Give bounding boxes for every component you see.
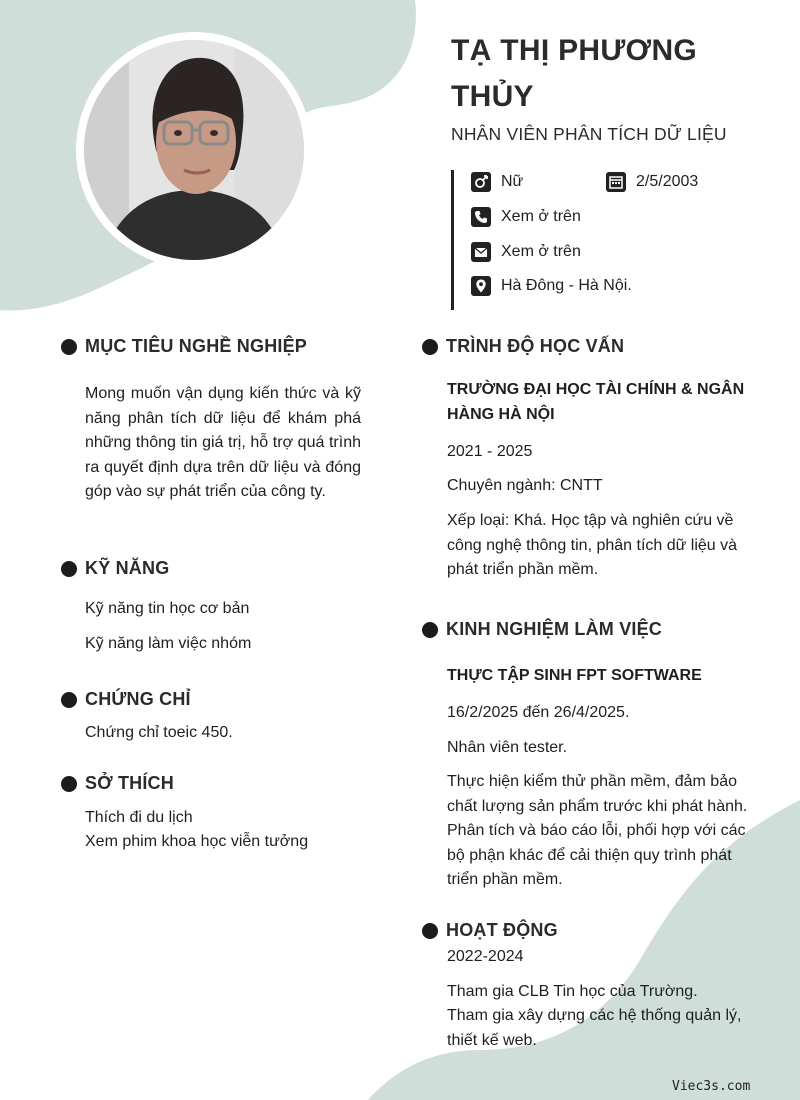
skill-item: Kỹ năng làm việc nhóm xyxy=(85,635,252,652)
section-title-text: SỞ THÍCH xyxy=(85,773,174,793)
avatar-illustration xyxy=(84,40,304,260)
education-major: Chuyên ngành: CNTT xyxy=(447,477,603,494)
section-certificates-title xyxy=(61,689,191,710)
hobby-item: Thích đi du lịch xyxy=(85,809,193,826)
location-pin-icon xyxy=(471,276,491,296)
contact-gender xyxy=(471,172,523,192)
bullet-dot xyxy=(422,622,438,638)
contact-birthdate xyxy=(606,172,698,192)
contact-address xyxy=(471,276,632,296)
calendar-icon xyxy=(606,172,626,192)
contact-divider xyxy=(451,170,454,310)
section-objective-title xyxy=(61,336,307,357)
bullet-dot xyxy=(61,339,77,355)
section-skills-title xyxy=(61,558,169,579)
section-title-text: MỤC TIÊU NGHỀ NGHIỆP xyxy=(85,336,308,356)
education-years: 2021 - 2025 xyxy=(447,443,533,460)
section-title-text: KỸ NĂNG xyxy=(85,558,170,578)
experience-company: THỰC TẬP SINH FPT SOFTWARE xyxy=(447,667,702,684)
school-name: TRƯỜNG ĐẠI HỌC TÀI CHÍNH & NGÂN HÀNG HÀ NỘI xyxy=(447,381,745,423)
activity-line: Tham gia xây dựng các hệ thống quản lý, thiết kế web. xyxy=(447,1007,742,1049)
candidate-name: TẠ THỊ PHƯƠNG THỦY xyxy=(451,34,698,113)
phone-icon xyxy=(471,207,491,227)
section-experience-title xyxy=(422,619,662,640)
bullet-dot xyxy=(61,776,77,792)
section-activities-title xyxy=(422,920,558,941)
experience-role: Nhân viên tester. xyxy=(447,739,568,756)
section-hobbies-title xyxy=(61,773,174,794)
bullet-dot xyxy=(422,923,438,939)
footer-brand: Viec3s.com xyxy=(672,1079,751,1094)
skill-item: Kỹ năng tin học cơ bản xyxy=(85,600,250,617)
objective-text: Mong muốn vận dụng kiến thức và kỹ năng phân tích dữ liệu để khám phá những thông tin giá trị, hỗ trợ quá trình ra quyết định dựa trên dữ liệu và đóng góp vào sự phát triển của công ty. xyxy=(85,385,361,500)
activities-years: 2022-2024 xyxy=(447,948,524,965)
gender-value: Nữ xyxy=(501,173,524,190)
hobby-item: Xem phim khoa học viễn tưởng xyxy=(85,833,309,850)
job-title: NHÂN VIÊN PHÂN TÍCH DỮ LIỆU xyxy=(451,124,727,144)
phone-value: Xem ở trên xyxy=(501,208,581,225)
experience-period: 16/2/2025 đến 26/4/2025. xyxy=(447,704,630,721)
section-title-text: TRÌNH ĐỘ HỌC VẤN xyxy=(446,336,625,356)
certificate-item: Chứng chỉ toeic 450. xyxy=(85,724,233,741)
bullet-dot xyxy=(61,561,77,577)
education-description: Xếp loại: Khá. Học tập và nghiên cứu về công nghệ thông tin, phân tích dữ liệu và phát triển phần mềm. xyxy=(447,512,738,578)
avatar xyxy=(84,40,304,260)
contact-phone xyxy=(471,207,581,227)
email-icon xyxy=(471,242,491,262)
section-education-title xyxy=(422,336,624,357)
experience-description: Thực hiện kiểm thử phần mềm, đảm bảo chất lượng sản phẩm trước khi phát hành. Phân tích và báo cáo lỗi, phối hợp với các bộ phận khác để cải thiện quy trình phát triển phần mềm. xyxy=(447,773,748,888)
contact-email xyxy=(471,242,581,262)
section-title-text: KINH NGHIỆM LÀM VIỆC xyxy=(446,619,663,639)
activity-line: Tham gia CLB Tin học của Trường. xyxy=(447,983,698,1000)
birthdate-value: 2/5/2003 xyxy=(636,173,699,190)
section-title-text: HOẠT ĐỘNG xyxy=(446,920,558,940)
bullet-dot xyxy=(61,692,77,708)
bullet-dot xyxy=(422,339,438,355)
gender-icon xyxy=(471,172,491,192)
email-value: Xem ở trên xyxy=(501,243,581,260)
section-title-text: CHỨNG CHỈ xyxy=(85,689,191,709)
address-value: Hà Đông - Hà Nội. xyxy=(501,277,632,294)
